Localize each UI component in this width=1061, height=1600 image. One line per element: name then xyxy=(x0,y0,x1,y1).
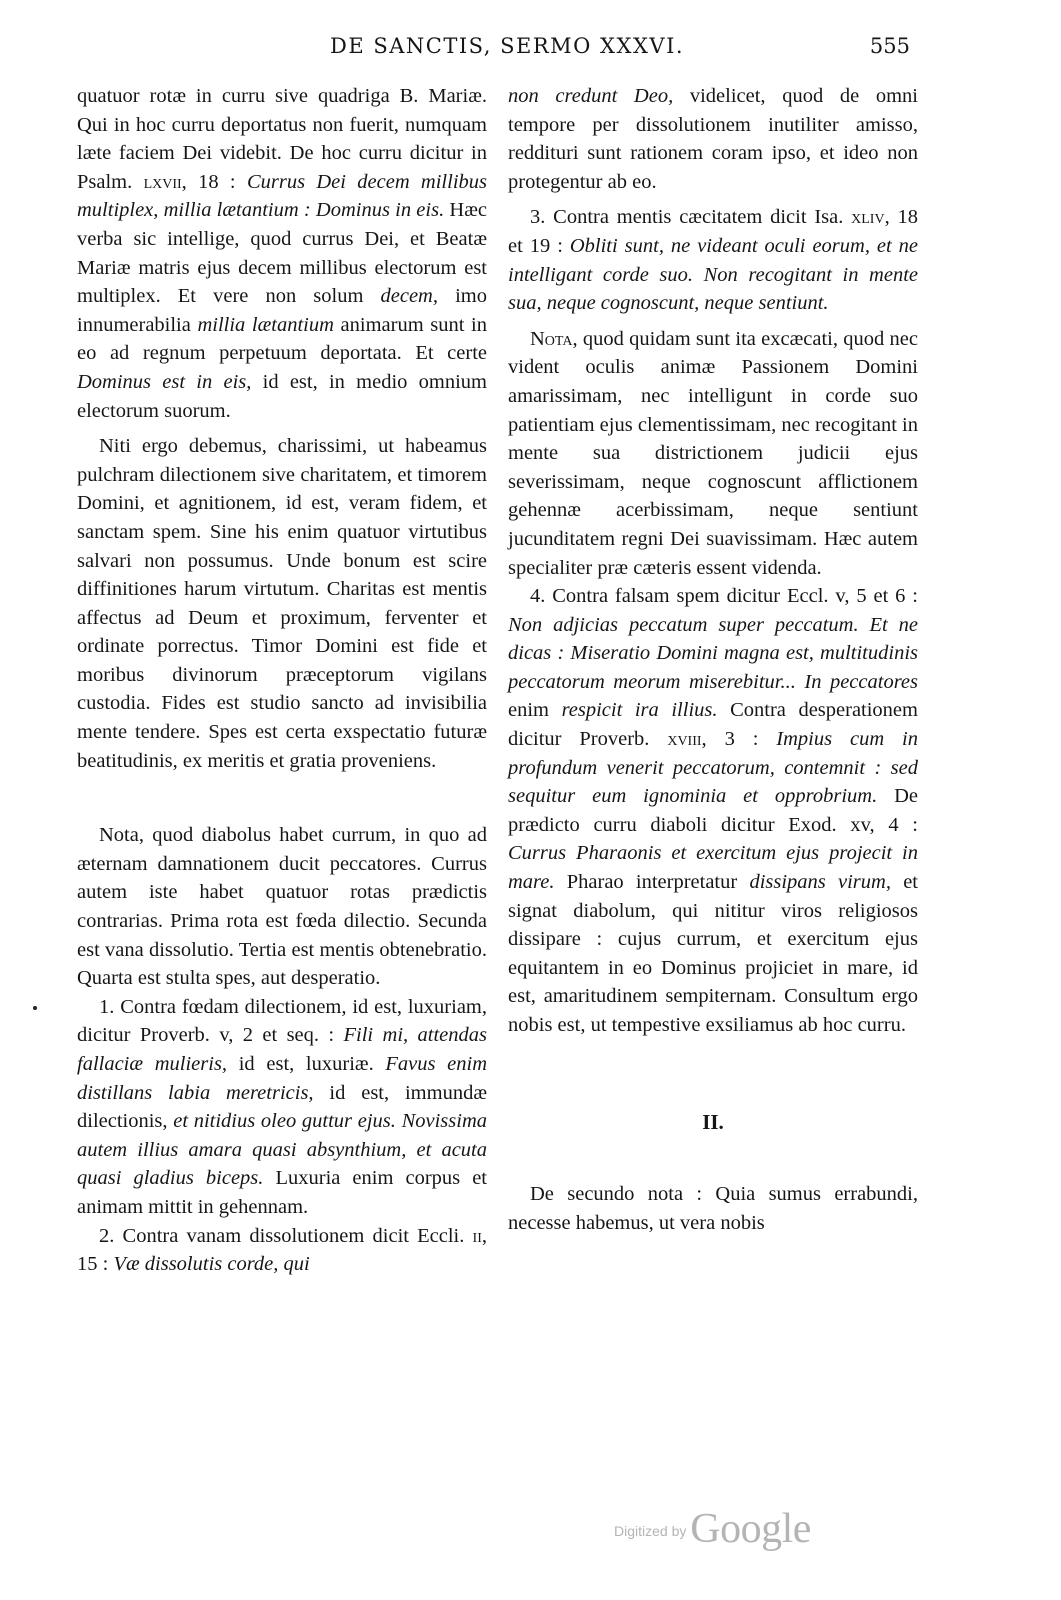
proverb-reference: xviii xyxy=(667,728,702,751)
paragraph-virtues: Niti ergo debemus, charissimi, ut habeamus pulchram dilectionem sive charitatem, et timorem Domini, et agnitionem, id est, veram fidem, et sanctam spem. Sine his enim quatuor virtutibus salvari non possumus. Unde bonum est scire diffinitiones harum virtutum. Charitas est mentis affectus ad Deum et proximum, ferventer et ordinate porrectus. Timor Domini est fide et moribus divinorum præceptorum vigilans custodia. Fides est studio sancto ad invisibilia mente tendere. Spes est certa exspectatio futuræ beatitudinis, ex meritis et gratia proveniens. xyxy=(77,435,487,772)
left-column xyxy=(77,82,487,1279)
paragraph-point-2-continued: non credunt Deo, videlicet, quod de omni tempore per dissolutionem inutiliter amisso, reddituri sunt rationem coram ipso, et ideo non protegentur ab eo. xyxy=(508,85,919,193)
eccli-reference: ii xyxy=(472,1224,482,1247)
paragraph-chariot-mariae: quatuor rotæ in curru sive quadriga B. Mariæ. Qui in hoc curru deportatus non fuerit, numquam læte faciem Dei videbit. De hoc curru dicitur in Psalm. lxvii, 18 : Currus Dei decem millibus multiplex, millia lætantium : Dominus in eis. Hæc verba sic intellige, quod currus Dei, et Beatæ Mariæ matris ejus decem millibus electorum est multiplex. Et vere non solum decem, imo innumerabilia millia lætantium animarum sunt in eo ad regnum perpetuum deportata. Et certe Dominus est in eis, id est, in medio omnium electorum suorum. xyxy=(77,85,488,422)
running-title: DE SANCTIS, SERMO XXXVI. xyxy=(330,34,685,58)
psalm-quote: Currus Dei decem millibus multiplex, millia lætantium : Dominus in eis. xyxy=(77,170,487,222)
paragraph-nota-blindness: Nota, quod quidam sunt ita excæcati, quod nec vident oculis animæ Passionem Domini amarissimam, nec intelligunt in corde suo patientiam ejus clementissimam, nec recogitant in mente sua districtionem judicii ejus severissimam, neque cognoscunt afflictionem gehennæ acerbissimam, neque sentiunt jucunditatem regni Dei suavissimam. Hæc autem specialiter præ cæteris essent videnda. xyxy=(508,327,918,579)
paragraph-section-2-start: De secundo nota : Quia sumus errabundi, necesse habemus, ut vera nobis xyxy=(508,1183,918,1234)
digitized-by-google-watermark: Digitized by Google xyxy=(614,1506,811,1552)
paragraph-point-2: 2. Contra vanam dissolutionem dicit Eccli. ii, 15 : Væ dissolutis corde, qui xyxy=(77,1224,487,1276)
right-column xyxy=(508,82,918,1237)
paragraph-point-4: 4. Contra falsam spem dicitur Eccl. v, 5 et 6 : Non adjicias peccatum super peccatum. Et ne dicas : Miseratio Domini magna est, multitudinis peccatorum meorum miserebitur... In peccatores enim respicit ira illius. Contra desperationem dicitur Proverb. xviii, 3 : Impius cum in profundum venerit peccatorum, contemnit : sed sequitur eum ignominia et opprobrium. De prædicto curru diaboli dicitur Exod. xv, 4 : Currus Pharaonis et exercitum ejus projecit in mare. Pharao interpretatur dissipans virum, et signat diabolum, qui nititur viros religiosos dissipare : cujus currum, et exercitum ejus equitantem in eo Dominus projiciet in mare, id est, amaritudinem sempiternam. Consultum ergo nobis est, ut tempestive exsiliamus ab hoc curru. xyxy=(508,585,919,1036)
google-logo: Google xyxy=(690,1506,811,1552)
page-number: 555 xyxy=(869,34,910,58)
psalm-reference: lxvii xyxy=(143,170,182,193)
nota-lead: Nota xyxy=(530,327,573,350)
paragraph-point-3: 3. Contra mentis cæcitatem dicit Isa. xliv, 18 et 19 : Obliti sunt, ne videant oculi eorum, et ne intelligant corde suo. Non recogitant in mente sua, neque cognoscunt, neque sentiunt. xyxy=(508,206,918,315)
paragraph-devil-chariot: Nota, quod diabolus habet currum, in quo ad æternam damnationem ducit peccatores. Currus autem iste habet quatuor rotas prædictis contrarias. Prima rota est fœda dilectio. Secunda est vana dissolutio. Tertia est mentis obtenebratio. Quarta est stulta spes, aut desperatio. xyxy=(77,824,487,990)
section-heading: II. xyxy=(702,1109,724,1134)
paragraph-point-1: 1. Contra fœdam dilectionem, id est, luxuriam, dicitur Proverb. v, 2 et seq. : Fili mi, attendas fallaciæ mulieris, id est, luxuriæ. Favus enim distillans labia meretricis, id est, immundæ dilectionis, et nitidius oleo guttur ejus. Novissima autem illius amara quasi absynthium, et acuta quasi gladius biceps. Luxuria enim corpus et animam mittit in gehennam. xyxy=(77,995,488,1218)
running-head xyxy=(330,34,910,64)
isaiah-reference: xliv xyxy=(851,206,885,229)
print-speck xyxy=(33,1006,37,1010)
